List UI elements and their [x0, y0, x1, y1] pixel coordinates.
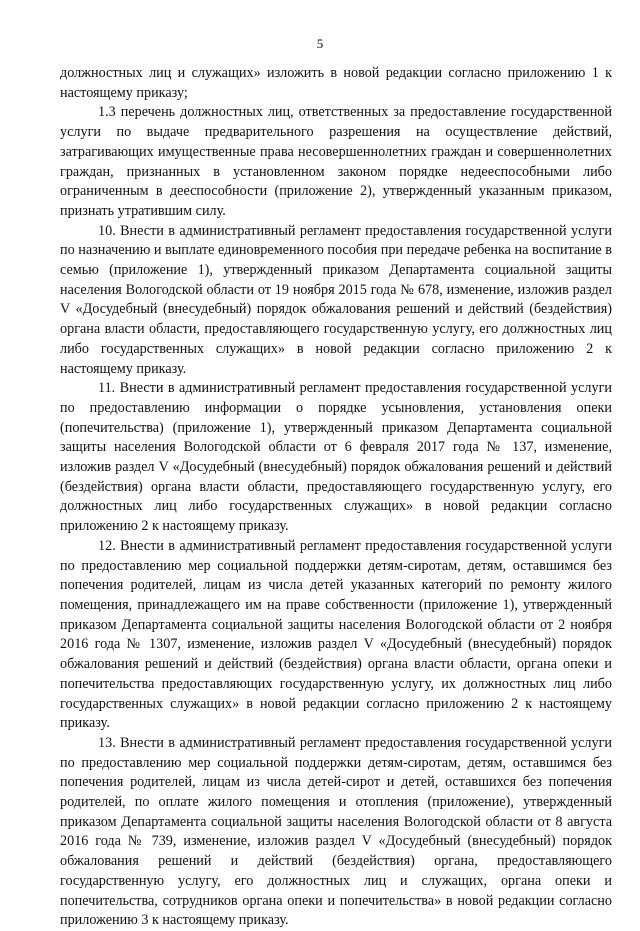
paragraph-item-13: 13. Внести в административный регламент предоставления государственной услуги по предоставлению мер социальной поддержки детям-сиротам, детям, оставшимся без попечения родителей, лицам из числа детей-сирот и детей, оставшихся без попечения родителей, по оплате жилого помещения и отопления (приложение), утвержденный приказом Департамента социальной защиты населения Вологодской области от 8 августа 2016 года № 739, изменение, изложив раздел V «Досудебный (внесудебный) порядок обжалования решений и действий (бездействия) органа, предоставляющего государственную услугу, его должностных лиц и служащих, органа опеки и попечительства, сотрудников органа опеки и попечительства» в новой редакции согласно приложению 3 к настоящему приказу.: [60, 734, 612, 929]
paragraph-item-12: 12. Внести в административный регламент предоставления государственной услуги по предоставлению мер социальной поддержки детям-сиротам, детям, оставшимся без попечения родителей, лицам из числа детей указанных категорий по ремонту жилого помещения, принадлежащего им на праве собственности (приложение 1), утвержденный приказом Департамента социальной защиты населения Вологодской области от 2 ноября 2016 года № 1307, изменение, изложив раздел V «Досудебный (внесудебный) порядок обжалования решений и действий (бездействия) органа власти области, органа опеки и попечительства предоставляющих государственную услугу, их должностных лиц либо государственных служащих» в новой редакции согласно приложению 2 к настоящему приказу.: [60, 537, 612, 732]
paragraph-continuation: должностных лиц и служащих» изложить в новой редакции согласно приложению 1 к настоящему приказу;: [60, 65, 612, 101]
paragraph-item-1-3: 1.3 перечень должностных лиц, ответственных за предоставление государственной услуги по выдаче предварительного разрешения на осуществление действий, затрагивающих имущественные права несовершеннолетних граждан и совершеннолетних граждан, признанных в установленном законом порядке недееспособными либо ограниченным в дееспособности (приложение 2), утвержденный указанным приказом, признать утратившим силу.: [60, 104, 612, 219]
document-body: [60, 64, 612, 931]
paragraph-item-11: 11. Внести в административный регламент предоставления государственной услуги по предоставлению информации о порядке усыновления, установления опеки (попечительства) (приложение 1), утвержденный приказом Департамента социальной защиты населения Вологодской области от 6 февраля 2017 года № 137, изменение, изложив раздел V «Досудебный (внесудебный) порядок обжалования решений и действий (бездействия) органа власти области, предоставляющего государственную услугу, его должностных лиц либо государственных служащих» в новой редакции согласно приложению 2 к настоящему приказу.: [60, 380, 612, 535]
paragraph-item-10: 10. Внести в административный регламент предоставления государственной услуги по назначению и выплате единовременного пособия при передаче ребенка на воспитание в семью (приложение 1), утвержденный приказом Департамента социальной защиты населения Вологодской области от 19 ноября 2015 года № 678, изменение, изложив раздел V «Досудебный (внесудебный) порядок обжалования решений и действий (бездействия) органа власти области, предоставляющего государственную услугу, его должностных лиц либо государственных служащих» в новой редакции согласно приложению 2 к настоящему приказу.: [60, 222, 612, 377]
page-number: 5: [316, 36, 324, 51]
